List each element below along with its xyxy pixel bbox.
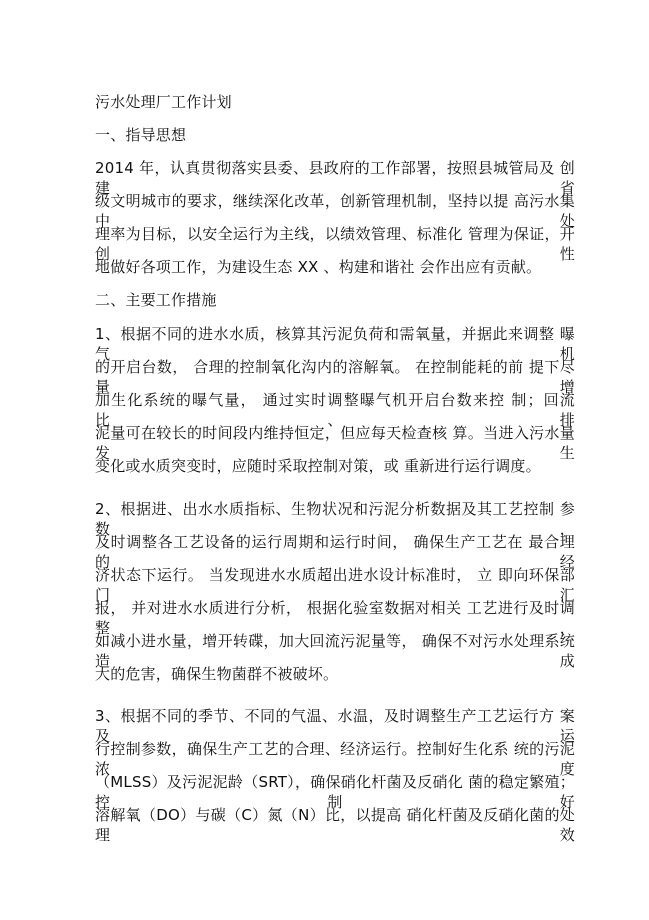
item-2-line-3: 济状态下运行。 当发现进水水质超出进水设计标准时， 立 即向环保部门汇	[95, 566, 575, 604]
item-2-line-2: 及时调整各工艺设备的运行周期和运行时间， 确保生产工艺在 最合理的经	[95, 533, 575, 571]
section-1-line-4: 地做好各项工作，为建设生态 XX 、构建和谐社 会作出应有贡献。	[95, 258, 542, 276]
item-3-line-1: 3、根据不同的季节、不同的气温、水温，及时调整生产工艺运行方 案及运	[95, 707, 575, 745]
item-2-line-4: 报， 并对进水水质进行分析， 根据化验室数据对相关 工艺进行及时调整，	[95, 599, 575, 637]
document-title: 污水处理厂工作计划	[95, 93, 232, 111]
item-3-line-3: （MLSS）及污泥泥龄（SRT），确保硝化杆菌及反硝化 菌的稳定繁殖；控制好	[95, 773, 575, 811]
item-2-line-6: 大的危害，确保生物菌群不被破坏。	[95, 665, 339, 683]
section-1-line-2: 级文明城市的要求，继续深化改革，创新管理机制，坚持以提 高污水集中处	[95, 192, 575, 230]
item-2-line-1: 2、根据进、出水水质指标、生物状况和污泥分析数据及其工艺控制 参数，	[95, 500, 575, 538]
item-3-line-4: 溶解氧（DO）与碳（C）氮（N）比，以提高 硝化杆菌及反硝化菌的处理效	[95, 806, 575, 844]
section-1-line-1: 2014 年，认真贯彻落实县委、县政府的工作部署，按照县城管局及 创建省	[95, 159, 575, 197]
section-1-heading: 一、指导思想	[95, 126, 187, 144]
item-1-line-4: 泥量可在较长的时间段内维持恒定，但应每天检查核 算。当进入污水量发生	[95, 424, 575, 462]
item-1-line-5: 变化或水质突变时，应随时采取控制对策，或 重新进行运行调度。	[95, 457, 541, 475]
item-3-line-2: 行控制参数，确保生产工艺的合理、经济运行。控制好生化系 统的污泥浓度	[95, 740, 575, 778]
section-1-line-3: 理率为目标，以安全运行为主线，以绩效管理、标准化 管理为保证，开创性	[95, 225, 575, 263]
section-2-heading: 二、主要工作措施	[95, 291, 217, 309]
item-1-line-3: 加生化系统的曝气量， 通过实时调整曝气机开启台数来控 制；回流比、排	[95, 391, 575, 429]
item-1-line-1: 1、根据不同的进水水质，核算其污泥负荷和需氧量，并据此来调整 曝气机	[95, 325, 575, 363]
item-1-line-2: 的开启台数， 合理的控制氧化沟内的溶解氧。 在控制能耗的前 提下尽量增	[95, 358, 575, 396]
item-2-line-5: 如减小进水量，增开转碟，加大回流污泥量等， 确保不对污水处理系统造成	[95, 632, 575, 670]
